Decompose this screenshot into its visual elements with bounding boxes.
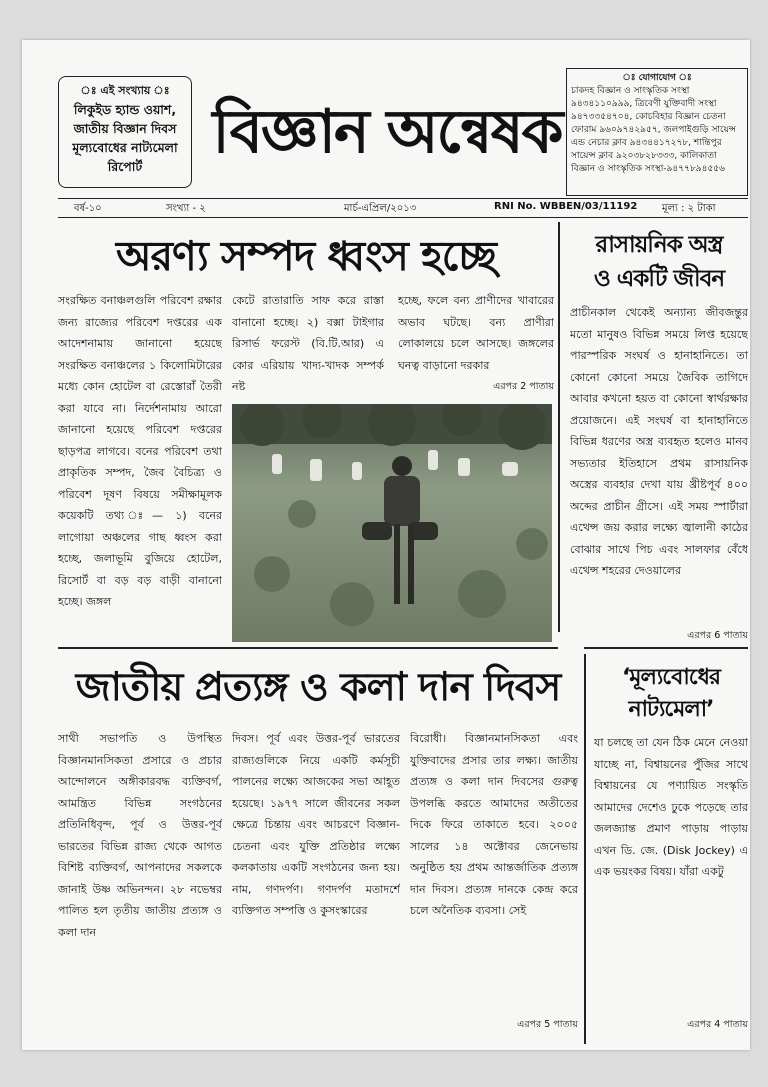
photo-illustration [232, 404, 552, 642]
contact-box [566, 68, 748, 196]
article-headline: নাট্যমেলা’ [628, 697, 714, 722]
in-this-issue-line: জাতীয় বিজ্ঞান দিবস [73, 121, 177, 136]
continued-note: এরপর 4 পাতায় [687, 1019, 748, 1030]
continued-note: এরপর 6 পাতায় [687, 630, 748, 641]
article-photo [232, 404, 552, 642]
volume-label: বর্ষ-১০ [74, 203, 102, 214]
article-headline: ‘মূল্যবোধের [621, 665, 721, 690]
article-headline: রাসায়নিক অস্ত্র [595, 232, 723, 258]
in-this-issue-line: রিপোর্ট [107, 159, 143, 174]
column-divider [558, 222, 560, 632]
contact-heading: ঃ যোগাযোগ ঃ [622, 73, 692, 83]
in-this-issue-heading: ঃ এই সংখ্যায় ঃ [80, 84, 170, 97]
masthead-title: বিজ্ঞান অন্বেষক [212, 97, 562, 167]
article-headline: অরণ্য সম্পদ ধ্বংস হচ্ছে [115, 232, 496, 280]
article-headline: জাতীয় প্রত্যঙ্গ ও কলা দান দিবস [75, 665, 561, 710]
article-column: কেটে রাতারাতি সাফ করে রাস্তা বানানো হচ্ছে। ২) বক্সা টাইগার রিসার্ভ ফরেস্ট (বি.টি.আর) এ কোর এরিয়ায় খাদ্য-খাদক সম্পর্ক নষ্ট [232, 294, 384, 393]
section-divider [58, 647, 558, 649]
in-this-issue-line: মূল্যবোধের নাট্যমেলা [72, 140, 178, 155]
in-this-issue-box [58, 76, 192, 188]
continued-note: এরপর 2 পাতায় [493, 381, 554, 392]
continued-note: এরপর 5 পাতায় [517, 1019, 578, 1030]
issue-number: সংখ্যা - ২ [166, 203, 206, 214]
contact-body: চাকদহ বিজ্ঞান ও সাংস্কৃতিক সংস্থা ৯৪৩৪১১০৯৯৯, ত্রিবেণী যুক্তিবাদী সংস্থা ৯৪৭৩৩৫৪৭০৪, কোচবিহার বিজ্ঞান চেতনা ফোরাম ৯৬০৯৭৪২৯৫৭, জলপাইগুড়ি সায়েন্স এন্ড নেচার ক্লাব ৯৪৩৪৪১৭২৭৮, শান্তিপুর সায়েন্স ক্লাব ৯২০৩৮২৮৩৩৩, কালিকাতা বিজ্ঞান ও সাংস্কৃতিক সংস্থা-৯৪৭৭৮৯৪৫৫৬ [571, 86, 736, 174]
article-column: দিবস। পূর্ব এবং উত্তর-পূর্ব ভারতের রাজ্যগুলিকে নিয়ে একটি কর্মসূচী পালনের লক্ষ্যে আজকের সভা আহূত হয়েছে। ১৯৭৭ সালে জীবনের সকল ক্ষেত্রে চিন্তায় এবং আচরণে বিজ্ঞান-চেতনা এবং যুক্তি প্রতিষ্ঠার লক্ষ্যে কলকাতায় একটি সংগঠনের জন্য হয়। নাম, গণদর্পণ। গণদর্পণ মতাদর্শে ব্যক্তিগত সম্পত্তি ও কুসংস্কারের [232, 732, 400, 917]
issue-date: মার্চ-এপ্রিল/২০১৩ [344, 203, 417, 214]
article-column: যা চলছে তা যেন ঠিক মেনে নেওয়া যাচ্ছে না, বিশ্বায়নের পুঁজির সাথে বিশ্বায়নের যে পণ্যায়িত সংস্কৃতি আমাদের দেশেও ঢুকে পড়েছে তার জলজ্যান্ত প্রমাণ পাড়ায় পাড়ায় এখন ডি. জে. (Disk Jockey) এ এক ভয়ংকর বিষয়। যাঁরা একটু [594, 736, 748, 878]
newspaper-page [22, 40, 750, 1050]
article-column: প্রাচীনকাল থেকেই অন্যান্য জীবজন্তুর মতো মানুষও বিভিন্ন সময়ে লিপ্ত হয়েছে পারস্পরিক সংঘর্ষ ও হানাহানিতে। তা কোনো কোনো সময়ে জৈবিক তাগিদে আবার কখনো হয়ত বা কোনো স্বার্থরক্ষার প্রয়োজনে। এই সংঘর্ষ বা হানাহানিতে বিভিন্ন ধরণের অস্ত্র ব্যবহৃত হলেও মানব সভ্যতার ইতিহাসে প্রথম রাসায়নিক অস্ত্রের ব্যবহার দেখা যায় খ্রীষ্টপূর্ব ৪০০ অব্দের প্রাচীন গ্রীসে। এই সময় স্পার্টারা এথেন্স জয় করার লক্ষ্যে জ্বালানী কাঠের বোঝার সাথে পিচ এবং সালফার বেঁধে এথেন্স শহরের দেওয়ালের [570, 306, 748, 577]
article-headline: ও একটি জীবন [593, 266, 725, 292]
rni-number: RNI No. WBBEN/03/11192 [494, 201, 638, 212]
article-column: সাথী সভাপতি ও উপস্থিত বিজ্ঞানমানসিকতা প্রসারে ও প্রচার আন্দোলনে অঙ্গীকারবদ্ধ ব্যক্তিবর্গ, আমন্ত্রিত বিভিন্ন সংগঠনের প্রতিনিধিবৃন্দ, পূর্ব ও উত্তর-পূর্ব ভারতের বিভিন্ন রাজ্য থেকে আগত বিশিষ্ট ব্যক্তিবর্গ, আপনাদের সকলকে জানাই উষ্ণ অভিনন্দন। ২৮ নভেম্বর পালিত হল তৃতীয় জাতীয় প্রত্যঙ্গ ও কলা দান [58, 732, 222, 939]
issue-info-bar [58, 198, 748, 218]
article-column: হচ্ছে, ফলে বন্য প্রাণীদের খাবারের অভাব ঘটছে। বন্য প্রাণীরা লোকালয়ে চলে আসছে। জঙ্গলের ঘনত্ব বাড়ানো দরকার [398, 294, 554, 372]
article-column: বিরোধী। বিজ্ঞানমানসিকতা এবং যুক্তিবাদের প্রসার তার লক্ষ্য। জাতীয় প্রত্যঙ্গ ও কলা দান দিবসের গুরুত্ব উপলব্ধি করতে আমাদের অতীতের দিকে ফিরে তাকাতে হবে। ২০০৫ সালের ১৪ অক্টোবর জেনেভায় অনুষ্ঠিত হয় প্রথম আন্তর্জাতিক প্রত্যঙ্গ দান দিবস। প্রত্যঙ্গ দানকে কেন্দ্র করে চলে অনৈতিক ব্যবসা। সেই [410, 732, 578, 917]
article-column: সংরক্ষিত বনাঞ্চলগুলি পরিবেশ রক্ষার জন্য রাজ্যের পরিবেশ দপ্তরের এক আদেশনামায় জানানো হয়েছে সংরক্ষিত বনাঞ্চলের ১ কিলোমিটারের মধ্যে কোন হোটেল বা রেস্তোরাঁ তৈরী করা যাবে না। নির্দেশনামায় আরো জানানো হয়েছে পরিবেশ দপ্তরের ছাড়পত্র লাগবে। বনের পরিবেশ তথা প্রাকৃতিক সম্পদ, জৈব বৈচিত্র্য ও পরিবেশ দূষণ বিষয়ে সমীক্ষামূলক কয়েকটি তথ্য ঃ— ১) বনের লাগোয়া অঞ্চলের গাছ ধ্বংস করা হচ্ছে, জলাভূমি বুজিয়ে হোটেল, রিসোর্ট বা বড় বড় বাড়ী বানানো হচ্ছে। জঙ্গল [58, 294, 222, 608]
column-divider [584, 654, 586, 1044]
in-this-issue-line: লিকুইড হ্যান্ড ওয়াশ, [73, 102, 177, 117]
price-label: মূল্য : ২ টাকা [662, 203, 716, 214]
section-divider [584, 647, 748, 649]
